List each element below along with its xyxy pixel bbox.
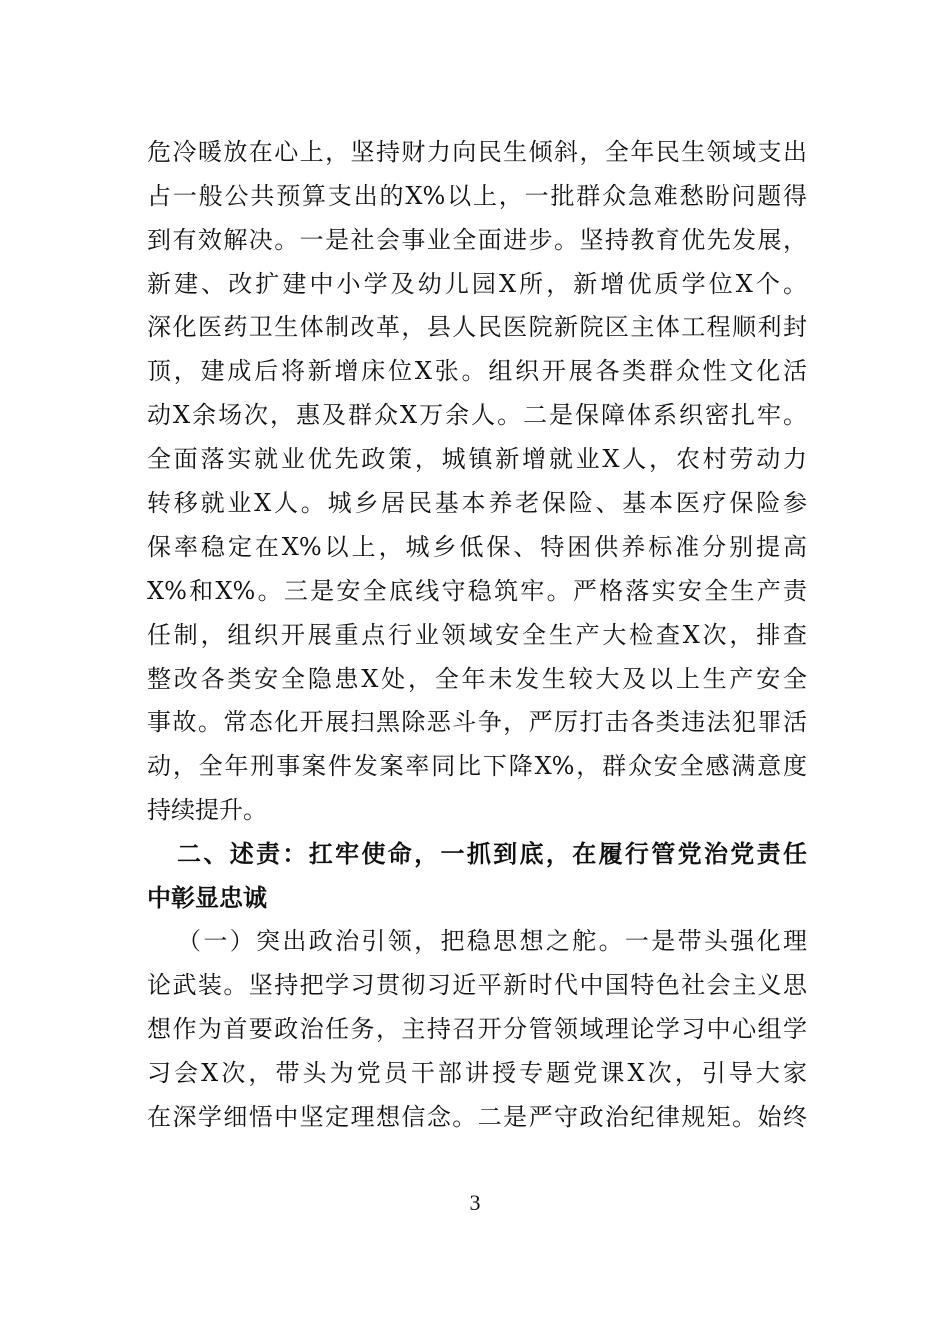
section-heading: 中彰显忠诚 [147,883,267,912]
body-text-line: 任制，组织开展重点行业领域安全生产大检查X次，排查 [147,621,807,649]
page-number: 3 [469,1190,481,1215]
body-text-line: 动，全年刑事案件发案率同比下降X%，群众安全感满意度 [147,752,807,780]
subsection-text-line: （一）突出政治引领，把稳思想之舵。一是带头强化理 [177,927,807,955]
body-text-line: 事故。常态化开展扫黑除恶斗争，严厉打击各类违法犯罪活 [147,708,807,736]
body-text-line: 转移就业X人。城乡居民基本养老保险、基本医疗保险参 [147,489,807,517]
body-text-line: 顶，建成后将新增床位X张。组织开展各类群众性文化活 [147,357,807,385]
body-text-line: 动X余场次，惠及群众X万余人。二是保障体系织密扎牢。 [147,401,807,429]
body-text-line: 想作为首要政治任务，主持召开分管领域理论学习中心组学 [147,1015,807,1043]
body-text-line: 持续提升。 [147,796,267,824]
body-text-line: 到有效解决。一是社会事业全面进步。坚持教育优先发展， [147,226,807,254]
body-text-line: 在深学细悟中坚定理想信念。二是严守政治纪律规矩。始终 [147,1103,807,1131]
section-heading: 二、述责：扛牢使命，一抓到底，在履行管党治党责任 [177,839,807,868]
body-text-line: 整改各类安全隐患X处，全年未发生较大及以上生产安全 [147,665,807,693]
body-text-line: 论武装。坚持把学习贯彻习近平新时代中国特色社会主义思 [147,971,807,999]
body-text-line: 全面落实就业优先政策，城镇新增就业X人，农村劳动力 [147,445,807,473]
body-text-line: 危冷暖放在心上，坚持财力向民生倾斜，全年民生领域支出 [147,138,807,166]
body-text-line: 深化医药卫生体制改革，县人民医院新院区主体工程顺利封 [147,313,807,341]
body-text-line: X%和X%。三是安全底线守稳筑牢。严格落实安全生产责 [147,577,807,605]
body-text-line: 占一般公共预算支出的X%以上，一批群众急难愁盼问题得 [147,182,807,210]
body-text-line: 保率稳定在X%以上，城乡低保、特困供养标准分别提高 [147,533,807,561]
body-text-line: 习会X次，带头为党员干部讲授专题党课X次，引导大家 [147,1059,807,1087]
body-text-line: 新建、改扩建中小学及幼儿园X所，新增优质学位X个。 [147,270,807,298]
